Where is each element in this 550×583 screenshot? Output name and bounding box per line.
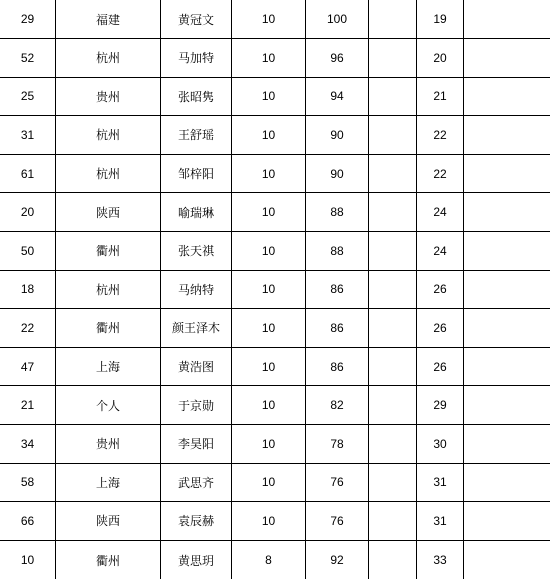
region-cell: 贵州 xyxy=(56,425,161,463)
name-cell: 张天祺 xyxy=(161,232,232,270)
name-cell: 颜王泽木 xyxy=(161,309,232,347)
empty-cell xyxy=(369,464,417,502)
table-row xyxy=(0,39,550,78)
name-cell: 武思齐 xyxy=(161,464,232,502)
score-a-cell: 10 xyxy=(232,232,306,270)
region-cell: 上海 xyxy=(56,464,161,502)
id-cell: 10 xyxy=(0,541,56,580)
empty-cell xyxy=(369,425,417,463)
empty-cell xyxy=(369,193,417,231)
score-b-cell: 86 xyxy=(306,271,369,309)
empty-cell xyxy=(464,348,550,386)
region-cell: 上海 xyxy=(56,348,161,386)
empty-cell xyxy=(369,39,417,77)
rank-cell: 22 xyxy=(417,155,464,193)
empty-cell xyxy=(464,232,550,270)
score-b-cell: 78 xyxy=(306,425,369,463)
region-cell: 陕西 xyxy=(56,193,161,231)
score-a-cell: 10 xyxy=(232,386,306,424)
name-cell: 马加特 xyxy=(161,39,232,77)
region-cell: 陕西 xyxy=(56,502,161,540)
id-cell: 47 xyxy=(0,348,56,386)
empty-cell xyxy=(464,155,550,193)
score-a-cell: 10 xyxy=(232,116,306,154)
id-cell: 18 xyxy=(0,271,56,309)
name-cell: 喻瑞琳 xyxy=(161,193,232,231)
rank-cell: 26 xyxy=(417,348,464,386)
name-cell: 马纳特 xyxy=(161,271,232,309)
score-b-cell: 96 xyxy=(306,39,369,77)
score-b-cell: 86 xyxy=(306,348,369,386)
empty-cell xyxy=(369,78,417,116)
rank-cell: 21 xyxy=(417,78,464,116)
name-cell: 袁辰赫 xyxy=(161,502,232,540)
empty-cell xyxy=(464,502,550,540)
empty-cell xyxy=(369,348,417,386)
region-cell: 衢州 xyxy=(56,232,161,270)
empty-cell xyxy=(464,541,550,580)
empty-cell xyxy=(464,39,550,77)
region-cell: 杭州 xyxy=(56,271,161,309)
rank-cell: 30 xyxy=(417,425,464,463)
rank-cell: 26 xyxy=(417,309,464,347)
region-cell: 衢州 xyxy=(56,541,161,580)
table-row xyxy=(0,78,550,117)
empty-cell xyxy=(369,0,417,38)
rank-cell: 24 xyxy=(417,193,464,231)
score-b-cell: 86 xyxy=(306,309,369,347)
id-cell: 21 xyxy=(0,386,56,424)
empty-cell xyxy=(369,232,417,270)
empty-cell xyxy=(369,116,417,154)
score-a-cell: 10 xyxy=(232,464,306,502)
score-a-cell: 10 xyxy=(232,425,306,463)
score-b-cell: 76 xyxy=(306,502,369,540)
score-b-cell: 94 xyxy=(306,78,369,116)
empty-cell xyxy=(464,271,550,309)
rank-cell: 22 xyxy=(417,116,464,154)
table-row xyxy=(0,155,550,194)
rank-cell: 24 xyxy=(417,232,464,270)
empty-cell xyxy=(464,386,550,424)
table-row xyxy=(0,232,550,271)
empty-cell xyxy=(369,309,417,347)
score-a-cell: 10 xyxy=(232,0,306,38)
name-cell: 王舒瑶 xyxy=(161,116,232,154)
region-cell: 杭州 xyxy=(56,155,161,193)
table-row xyxy=(0,348,550,387)
score-b-cell: 88 xyxy=(306,232,369,270)
score-a-cell: 10 xyxy=(232,309,306,347)
score-a-cell: 10 xyxy=(232,155,306,193)
score-b-cell: 90 xyxy=(306,116,369,154)
score-a-cell: 8 xyxy=(232,541,306,580)
empty-cell xyxy=(464,0,550,38)
score-b-cell: 92 xyxy=(306,541,369,580)
empty-cell xyxy=(369,155,417,193)
id-cell: 31 xyxy=(0,116,56,154)
empty-cell xyxy=(464,425,550,463)
name-cell: 邹梓阳 xyxy=(161,155,232,193)
name-cell: 李昊阳 xyxy=(161,425,232,463)
name-cell: 张昭隽 xyxy=(161,78,232,116)
rank-cell: 31 xyxy=(417,464,464,502)
table-row xyxy=(0,541,550,580)
rank-cell: 29 xyxy=(417,386,464,424)
score-b-cell: 88 xyxy=(306,193,369,231)
name-cell: 黄浩图 xyxy=(161,348,232,386)
rank-cell: 19 xyxy=(417,0,464,38)
id-cell: 52 xyxy=(0,39,56,77)
table-row xyxy=(0,386,550,425)
table-row xyxy=(0,425,550,464)
empty-cell xyxy=(464,193,550,231)
rank-cell: 31 xyxy=(417,502,464,540)
rank-cell: 26 xyxy=(417,271,464,309)
score-b-cell: 90 xyxy=(306,155,369,193)
empty-cell xyxy=(464,78,550,116)
score-a-cell: 10 xyxy=(232,78,306,116)
region-cell: 衢州 xyxy=(56,309,161,347)
score-b-cell: 82 xyxy=(306,386,369,424)
id-cell: 58 xyxy=(0,464,56,502)
id-cell: 22 xyxy=(0,309,56,347)
id-cell: 50 xyxy=(0,232,56,270)
id-cell: 20 xyxy=(0,193,56,231)
rank-cell: 20 xyxy=(417,39,464,77)
empty-cell xyxy=(369,502,417,540)
empty-cell xyxy=(369,386,417,424)
table-row xyxy=(0,193,550,232)
empty-cell xyxy=(369,541,417,580)
id-cell: 25 xyxy=(0,78,56,116)
region-cell: 个人 xyxy=(56,386,161,424)
table-row xyxy=(0,309,550,348)
table-row xyxy=(0,0,550,39)
table-row xyxy=(0,502,550,541)
name-cell: 黄思玥 xyxy=(161,541,232,580)
score-a-cell: 10 xyxy=(232,502,306,540)
region-cell: 福建 xyxy=(56,0,161,38)
empty-cell xyxy=(464,464,550,502)
score-a-cell: 10 xyxy=(232,193,306,231)
table-row xyxy=(0,271,550,310)
id-cell: 34 xyxy=(0,425,56,463)
score-b-cell: 76 xyxy=(306,464,369,502)
name-cell: 于京勋 xyxy=(161,386,232,424)
score-a-cell: 10 xyxy=(232,271,306,309)
id-cell: 66 xyxy=(0,502,56,540)
empty-cell xyxy=(369,271,417,309)
table-row xyxy=(0,116,550,155)
score-a-cell: 10 xyxy=(232,39,306,77)
empty-cell xyxy=(464,309,550,347)
region-cell: 杭州 xyxy=(56,39,161,77)
score-b-cell: 100 xyxy=(306,0,369,38)
id-cell: 61 xyxy=(0,155,56,193)
empty-cell xyxy=(464,116,550,154)
name-cell: 黄冠文 xyxy=(161,0,232,38)
score-a-cell: 10 xyxy=(232,348,306,386)
rank-cell: 33 xyxy=(417,541,464,580)
region-cell: 杭州 xyxy=(56,116,161,154)
region-cell: 贵州 xyxy=(56,78,161,116)
id-cell: 29 xyxy=(0,0,56,38)
table-row xyxy=(0,464,550,503)
